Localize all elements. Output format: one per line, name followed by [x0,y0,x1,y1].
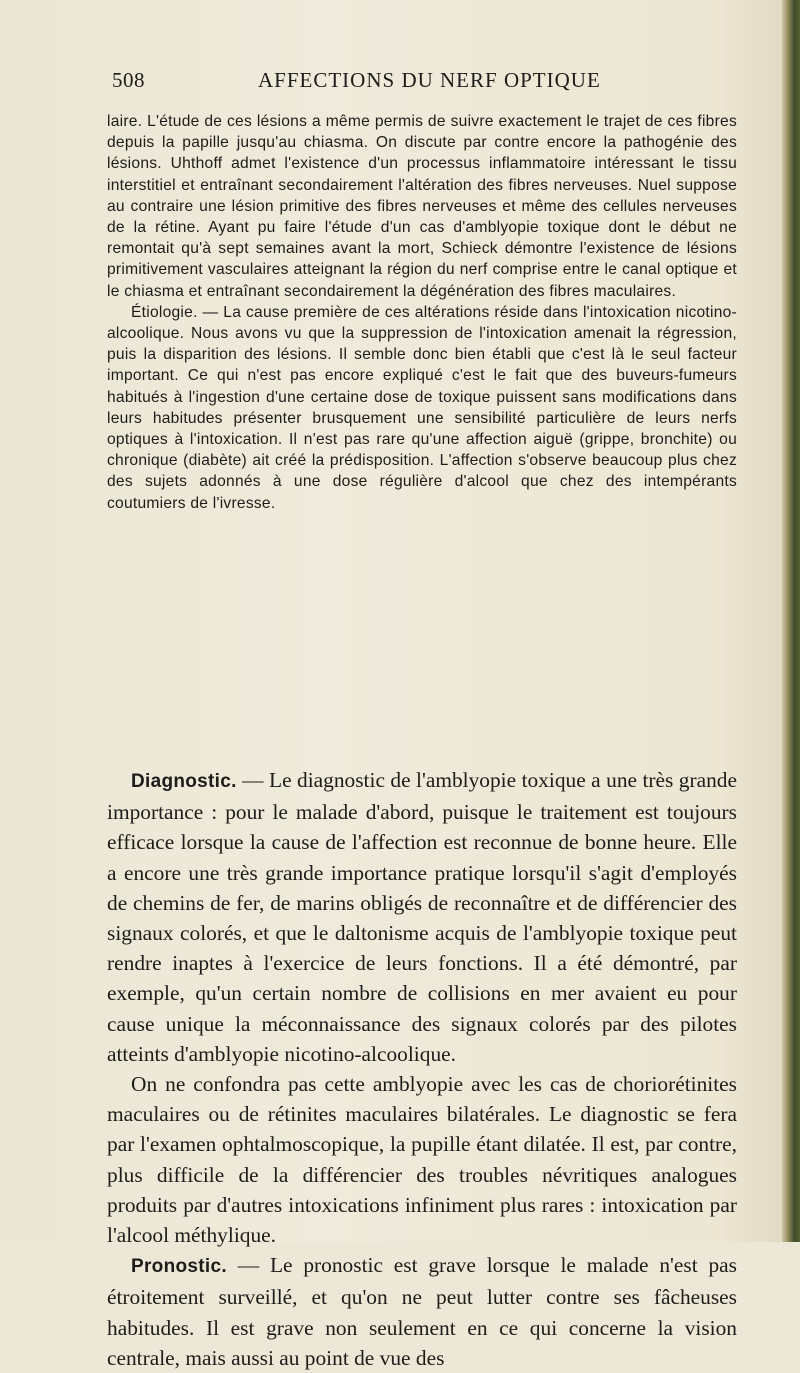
page-edge [782,0,800,1242]
page-header [112,68,732,98]
paragraph-continuation: laire. L'étude de ces lésions a même permis de suivre exactement le trajet de ces fibres depuis la papille jusqu'au chiasma. On discute par contre encore la pathogénie des lésions. Uhthoff admet l'existence d'un processus inflammatoire intéressant le tissu interstitiel et entraînant secondairement l'altération des fibres nerveuses. Nuel suppose au contraire une lésion primitive des fibres nerveuses et même des cellules nerveuses de la rétine. Ayant pu faire l'étude d'un cas d'amblyopie toxique dont le début ne remontait qu'à sept semaines avant la mort, Schieck démontre l'existence de lésions primitivement vasculaires atteignant la région du nerf comprise entre le canal optique et le chiasma et entraînant secondairement la dégénération des fibres maculaires. [107,113,737,300]
paragraph-confondra: On ne confondra pas cette amblyopie avec les cas de choriorétinites maculaires ou de rétinites maculaires bilatérales. Le diagnostic se fera par l'examen ophtalmoscopique, la pupille étant dilatée. Il est, par contre, plus difficile de la différencier des troubles névritiques analogues produits par d'autres intoxications infiniment plus rares : intoxication par l'alcool méthylique. [107,1072,737,1248]
diagnostic-heading: Diagnostic. [131,771,237,792]
pronostic-body: — Le pronostic est grave lorsque le malade n'est pas étroitement surveillé, et qu'on ne peut lutter contre ses fâcheuses habitudes. Il est grave non seulement en ce qui concerne la vision centrale, mais aussi au point de vue des [107,1253,737,1370]
running-title: AFFECTIONS DU NERF OPTIQUE [258,68,601,92]
page-number: 508 [112,68,145,92]
diagnostic-body: — Le diagnostic de l'amblyopie toxique a une très grande importance : pour le malade d'abord, puisque le traitement est toujours efficace lorsque la cause de l'affection est reconnue de bonne heure. Elle a encore une très grande importance pratique lorsqu'il s'agit d'employés de chemins de fer, de marins obligés de reconnaître et de différencier des signaux colorés, et que le daltonisme acquis de l'amblyopie toxique peut rendre inaptes à l'exercice de leurs fonctions. Il a été démontré, par exemple, qu'un certain nombre de collisions en mer avaient eu pour cause unique la méconnaissance des signaux colorés par des pilotes atteints d'amblyopie nicotino-alcoolique. [107,768,737,1066]
etiologie-body: — La cause première de ces altérations réside dans l'intoxication nicotino-alcoolique. Nous avons vu que la suppression de l'intoxication amenait la régression, puis la disparition des lésions. Il semble donc bien établi que c'est là le seul facteur important. Ce qui n'est pas encore expliqué c'est le fait que des buveurs-fumeurs habitués à l'ingestion d'une certaine dose de toxique puissent sans modifications dans leurs habitudes présenter brusquement une sensibilité particulière de leurs nerfs optiques à l'intoxication. Il n'est pas rare qu'une affection aiguë (grippe, bronchite) ou chronique (diabète) ait créé la prédisposition. L'affection s'observe beaucoup plus chez des sujets adonnés à une dose régulière d'alcool que chez des intempérants coutumiers de l'ivresse. [107,303,737,512]
paragraph-pronostic [107,1250,737,1373]
paragraph-diagnostic [107,765,737,1069]
etiologie-heading: Étiologie. [131,303,198,321]
paragraph-etiologie [107,302,737,514]
pronostic-heading: Pronostic. [131,1256,227,1278]
small-print-text [107,111,737,514]
large-print-text [107,765,737,1373]
